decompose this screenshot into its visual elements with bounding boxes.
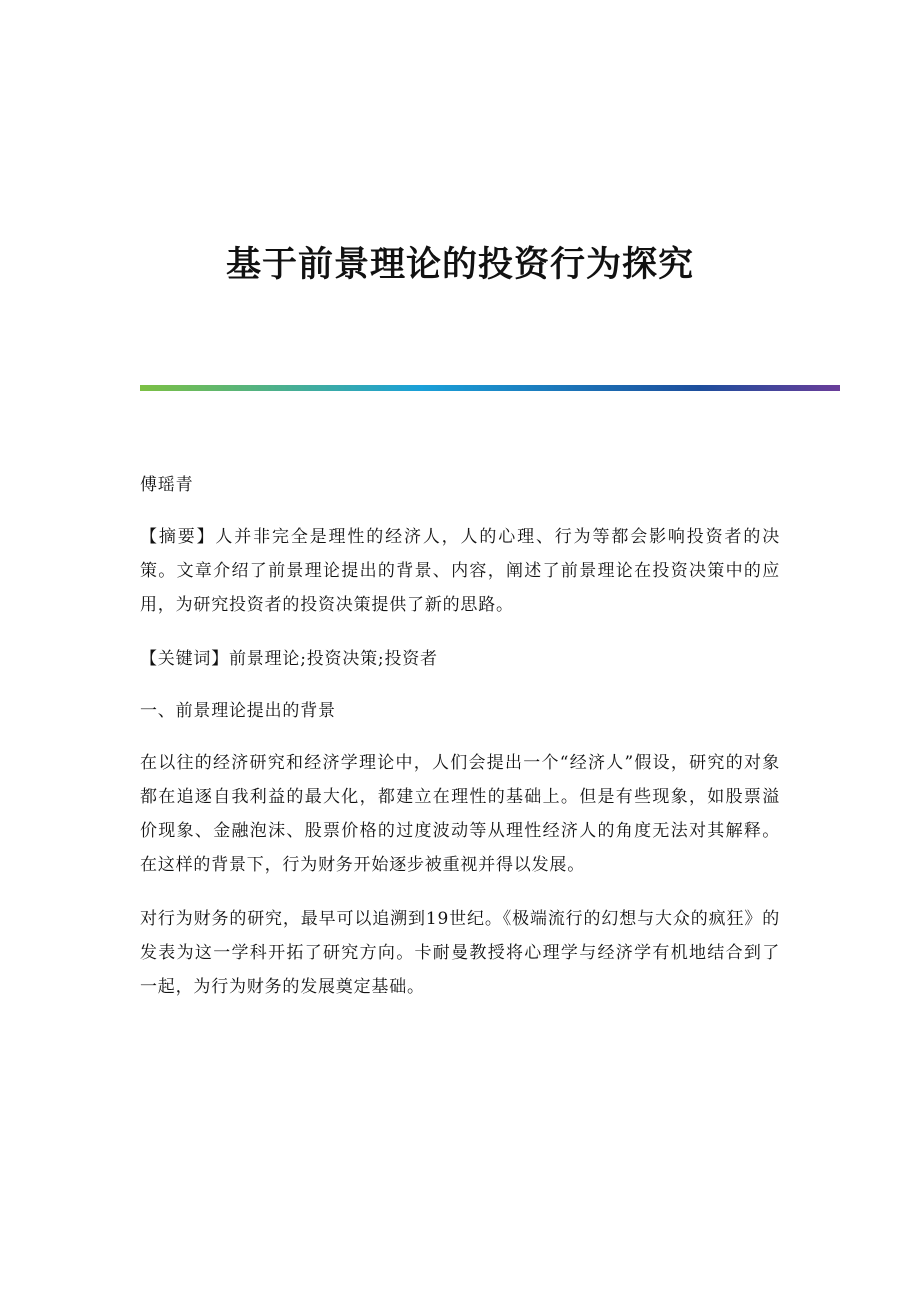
document-body xyxy=(140,468,780,1024)
body-paragraph-1: 在以往的经济研究和经济学理论中，人们会提出一个“经济人”假设，研究的对象都在追逐自我利益的最大化，都建立在理性的基础上。但是有些现象，如股票溢价现象、金融泡沫、股票价格的过度波动等从理性经济人的角度无法对其解释。在这样的背景下，行为财务开始逐步被重视并得以发展。 xyxy=(140,753,780,875)
section-heading: 一、前景理论提出的背景 xyxy=(140,701,336,721)
keywords-line: 【关键词】前景理论;投资决策;投资者 xyxy=(140,649,438,669)
abstract-paragraph: 【摘要】人并非完全是理性的经济人，人的心理、行为等都会影响投资者的决策。文章介绍了前景理论提出的背景、内容，阐述了前景理论在投资决策中的应用，为研究投资者的投资决策提供了新的思路。 xyxy=(140,527,780,615)
title-divider xyxy=(140,385,840,391)
body-paragraph-2: 对行为财务的研究，最早可以追溯到19世纪。《极端流行的幻想与大众的疯狂》的发表为这一学科开拓了研究方向。卡耐曼教授将心理学与经济学有机地结合到了一起，为行为财务的发展奠定基础。 xyxy=(140,909,780,997)
author-name: 傅瑶青 xyxy=(140,475,194,495)
divider-bar xyxy=(140,385,840,391)
document-title: 基于前景理论的投资行为探究 xyxy=(225,244,694,286)
